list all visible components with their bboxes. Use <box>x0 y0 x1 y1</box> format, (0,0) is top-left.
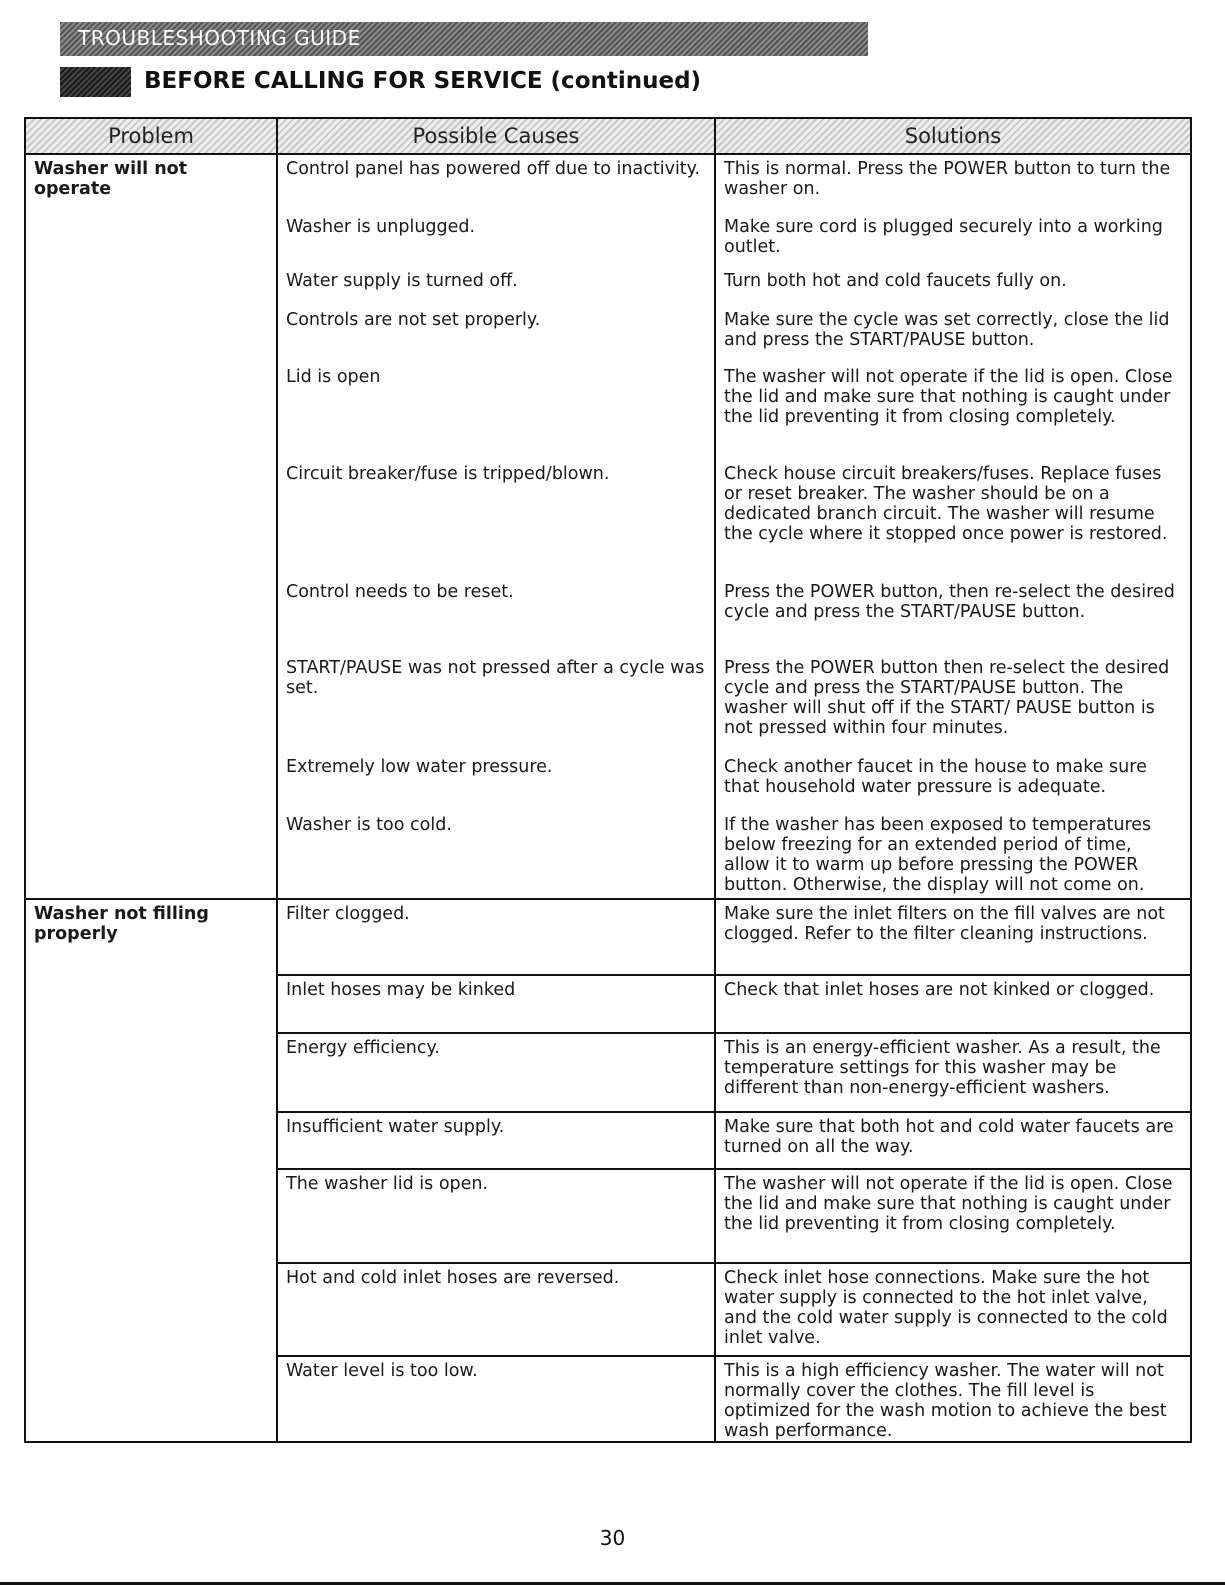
solution-cell: If the washer has been exposed to temperatures below freezing for an extended period of time, allow it to warm up before pressing the POWER button. Otherwise, the display will not come on. <box>715 811 1191 899</box>
solution-cell: The washer will not operate if the lid is open. Close the lid and make sure that nothing is caught under the lid preventing it from closing completely. <box>715 363 1191 460</box>
troubleshooting-table <box>24 117 1192 1443</box>
solution-cell: This is normal. Press the POWER button to turn the washer on. <box>715 154 1191 213</box>
section-marker <box>60 67 131 97</box>
problem-cell: Washer will not operate <box>25 154 277 899</box>
solution-cell: Make sure the inlet filters on the fill valves are not clogged. Refer to the filter cleaning instructions. <box>715 899 1191 975</box>
solution-cell: Make sure the cycle was set correctly, close the lid and press the START/PAUSE button. <box>715 306 1191 363</box>
cause-cell: Control panel has powered off due to inactivity. <box>277 154 715 213</box>
section-title: BEFORE CALLING FOR SERVICE (continued) <box>144 68 702 94</box>
solution-cell: This is an energy-efficient washer. As a result, the temperature settings for this washer may be different than non-energy-efficient washers. <box>715 1033 1191 1112</box>
cause-cell: Washer is too cold. <box>277 811 715 899</box>
cause-cell: Circuit breaker/fuse is tripped/blown. <box>277 460 715 578</box>
solution-cell: Make sure that both hot and cold water faucets are turned on all the way. <box>715 1112 1191 1169</box>
solution-cell: Make sure cord is plugged securely into a working outlet. <box>715 213 1191 267</box>
solution-cell: Check inlet hose connections. Make sure the hot water supply is connected to the hot inlet valve, and the cold water supply is connected to the cold inlet valve. <box>715 1263 1191 1356</box>
cause-cell: Hot and cold inlet hoses are reversed. <box>277 1263 715 1356</box>
section-banner <box>60 22 868 56</box>
cause-cell: Lid is open <box>277 363 715 460</box>
cause-cell: Control needs to be reset. <box>277 578 715 654</box>
solution-cell: The washer will not operate if the lid is open. Close the lid and make sure that nothing is caught under the lid preventing it from closing completely. <box>715 1169 1191 1263</box>
solution-cell: Turn both hot and cold faucets fully on. <box>715 267 1191 306</box>
table-body <box>25 154 1191 1442</box>
page-number: 30 <box>599 1526 626 1550</box>
cause-cell: START/PAUSE was not pressed after a cycle was set. <box>277 654 715 753</box>
solution-cell: Check house circuit breakers/fuses. Replace fuses or reset breaker. The washer should be on a dedicated branch circuit. The washer will resume the cycle where it stopped once power is restored. <box>715 460 1191 578</box>
column-header-solutions: Solutions <box>715 118 1191 154</box>
solution-cell: This is a high efficiency washer. The water will not normally cover the clothes. The fill level is optimized for the wash motion to achieve the best wash performance. <box>715 1356 1191 1442</box>
cause-cell: Inlet hoses may be kinked <box>277 975 715 1033</box>
cause-cell: Extremely low water pressure. <box>277 753 715 811</box>
table-header-row <box>25 118 1191 154</box>
cause-cell: Energy efficiency. <box>277 1033 715 1112</box>
cause-cell: Controls are not set properly. <box>277 306 715 363</box>
table-row <box>25 154 1191 213</box>
column-header-causes: Possible Causes <box>277 118 715 154</box>
solution-cell: Press the POWER button then re-select the desired cycle and press the START/PAUSE button. The washer will shut off if the START/ PAUSE button is not pressed within four minutes. <box>715 654 1191 753</box>
cause-cell: Filter clogged. <box>277 899 715 975</box>
solution-cell: Press the POWER button, then re-select the desired cycle and press the START/PAUSE button. <box>715 578 1191 654</box>
banner-title: TROUBLESHOOTING GUIDE <box>78 26 361 50</box>
cause-cell: Water supply is turned off. <box>277 267 715 306</box>
column-header-problem: Problem <box>25 118 277 154</box>
problem-cell: Washer not filling properly <box>25 899 277 1442</box>
solution-cell: Check another faucet in the house to make sure that household water pressure is adequate. <box>715 753 1191 811</box>
cause-cell: The washer lid is open. <box>277 1169 715 1263</box>
solution-cell: Check that inlet hoses are not kinked or clogged. <box>715 975 1191 1033</box>
cause-cell: Insufficient water supply. <box>277 1112 715 1169</box>
table-row <box>25 899 1191 975</box>
cause-cell: Washer is unplugged. <box>277 213 715 267</box>
cause-cell: Water level is too low. <box>277 1356 715 1442</box>
